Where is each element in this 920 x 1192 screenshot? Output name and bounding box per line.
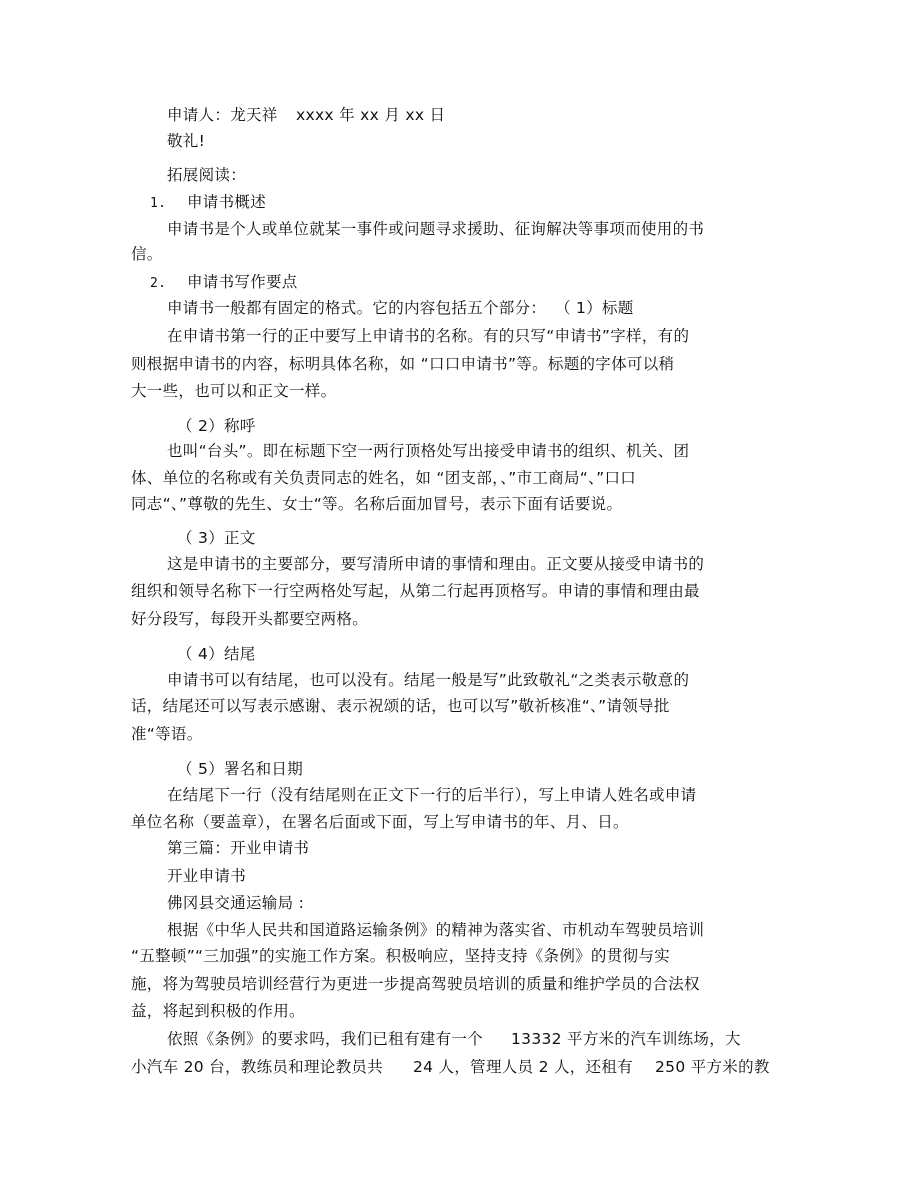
paragraph-line: 根据《中华人民共和国道路运输条例》的精神为落实省、市机动车驾驶员培训 <box>167 921 705 939</box>
section-1-title: 申请书概述 <box>187 193 267 211</box>
paragraph-line: 准“等语。 <box>131 725 203 743</box>
applicant-line: 申请人：龙天祥 <box>167 106 278 124</box>
section-1-number: 1. <box>150 196 167 211</box>
section-2-number: 2. <box>150 276 167 291</box>
paragraph-line: 施，将为驾驶员培训经营行为更进一步提高驾驶员培训的质量和维护学员的合法权 <box>131 975 700 993</box>
part-3-heading: 第三篇：开业申请书 <box>167 839 310 857</box>
paragraph-line: 小汽车 20 台，教练员和理论教员共 <box>131 1058 383 1076</box>
paragraph-line: 24 人，管理人员 2 人，还租有 <box>413 1058 633 1076</box>
paragraph-line: 同志“、”尊敬的先生、女士“等。名称后面加冒号，表示下面有话要说。 <box>131 495 623 513</box>
paragraph-line: 在结尾下一行（没有结尾则在正文下一行的后半行），写上申请人姓名或申请 <box>167 786 697 804</box>
paragraph-line: 体、单位的名称或有关负责同志的姓名，如 “团支部，、”市工商局“、”口口 <box>131 469 637 487</box>
subheading-3: （ 3）正文 <box>177 529 256 547</box>
paragraph-line: 益，将起到积极的作用。 <box>131 1002 305 1020</box>
subheading-5: （ 5）署名和日期 <box>177 760 303 778</box>
section-2-title: 申请书写作要点 <box>187 273 298 291</box>
paragraph-line: 在申请书第一行的正中要写上申请书的名称。有的只写“申请书”字样，有的 <box>167 327 690 345</box>
section-2-intro: 申请书一般都有固定的格式。它的内容包括五个部分： <box>167 299 547 317</box>
document-title: 开业申请书 <box>167 867 247 885</box>
paragraph-line: 依照《条例》的要求吗，我们已租有建有一个 <box>167 1030 484 1048</box>
paragraph-line: 单位名称（要盖章），在署名后面或下面，写上写申请书的年、月、日。 <box>131 813 629 831</box>
paragraph-line: 申请书可以有结尾，也可以没有。结尾一般是写”此致敬礼“之类表示敬意的 <box>167 671 690 689</box>
paragraph-line: 大一些，也可以和正文一样。 <box>131 382 337 400</box>
section-1-paragraph: 信。 <box>131 245 163 263</box>
paragraph-line: 这是申请书的主要部分，要写清所申请的事情和理由。正文要从接受申请书的 <box>167 555 705 573</box>
section-1-paragraph: 申请书是个人或单位就某一事件或问题寻求援助、征询解决等事项而使用的书 <box>167 220 705 238</box>
paragraph-line: 250 平方米的教 <box>655 1058 770 1076</box>
paragraph-line: 则根据申请书的内容，标明具体名称，如 “口口申请书”等。标题的字体可以稍 <box>131 355 675 373</box>
paragraph-line: 话，结尾还可以写表示感谢、表示祝颂的话，也可以写”敬祈核准“、”请领导批 <box>131 697 670 715</box>
subheading-4: （ 4）结尾 <box>177 645 256 663</box>
paragraph-line: 13332 平方米的汽车训练场，大 <box>511 1030 741 1048</box>
subheading-1: （ 1）标题 <box>555 299 634 317</box>
paragraph-line: 组织和领导名称下一行空两格处写起，从第二行起再顶格写。申请的事情和理由最 <box>131 582 700 600</box>
salute: 敬礼! <box>167 132 206 150</box>
extended-reading-heading: 拓展阅读： <box>167 166 247 184</box>
subheading-2: （ 2）称呼 <box>177 417 256 435</box>
date-line: xxxx 年 xx 月 xx 日 <box>296 106 446 124</box>
paragraph-line: “五整顿”“三加强”的实施工作方案。积极响应，坚持支持《条例》的贯彻与实 <box>131 947 670 965</box>
addressee: 佛冈县交通运输局 : <box>167 894 305 912</box>
paragraph-line: 也叫“台头”。即在标题下空一两行顶格处写出接受申请书的组织、机关、团 <box>167 442 690 460</box>
paragraph-line: 好分段写，每段开头都要空两格。 <box>131 610 369 628</box>
